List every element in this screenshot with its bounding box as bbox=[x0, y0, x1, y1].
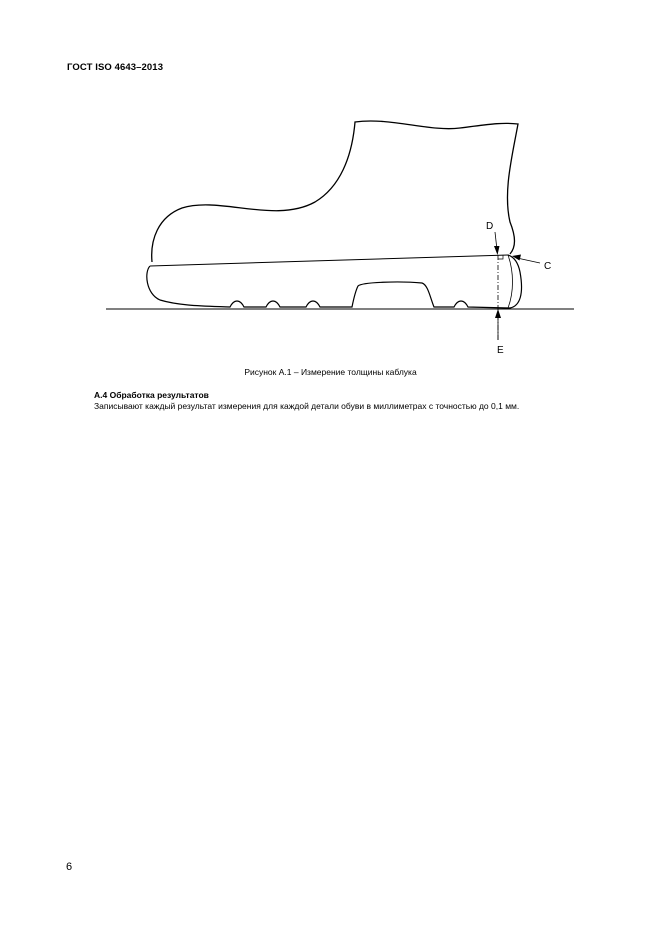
section-a4 bbox=[94, 390, 634, 412]
section-text: Записывают каждый результат измерения для каждой детали обуви в миллиметрах с точностью до 0,1 мм. bbox=[94, 401, 520, 411]
sole-top-line bbox=[150, 255, 508, 266]
boot-drawing bbox=[100, 112, 580, 362]
label-e: E bbox=[497, 345, 504, 356]
section-title: А.4 Обработка результатов bbox=[94, 390, 209, 400]
arrow-e-head bbox=[495, 309, 501, 318]
boot-upper bbox=[152, 121, 518, 262]
arrow-c-line bbox=[517, 258, 540, 263]
label-d: D bbox=[486, 221, 494, 232]
page-number: 6 bbox=[66, 861, 73, 873]
arrow-d-head bbox=[494, 246, 500, 255]
outsole bbox=[147, 255, 522, 308]
boot-heel-diagram bbox=[100, 112, 580, 362]
figure-caption: Рисунок А.1 – Измерение толщины каблука bbox=[244, 367, 417, 377]
label-c: C bbox=[544, 261, 552, 272]
heel-back-line bbox=[508, 255, 513, 308]
document-header: ГОСТ ISO 4643–2013 bbox=[67, 62, 164, 73]
